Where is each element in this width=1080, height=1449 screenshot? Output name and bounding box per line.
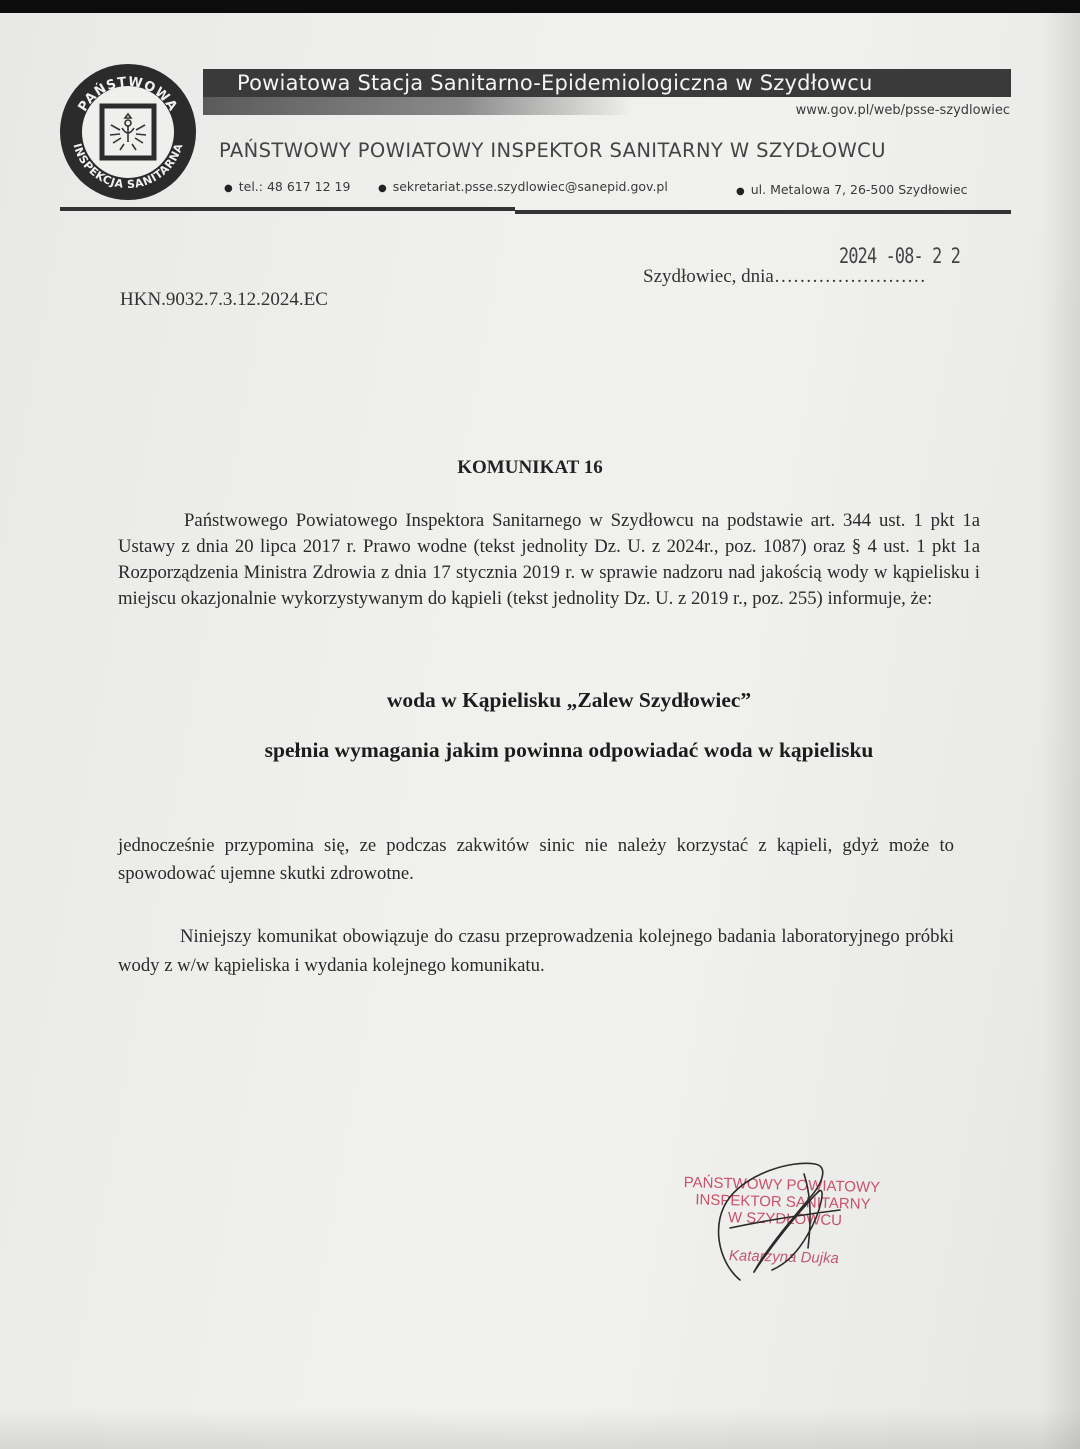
stamp-line3: W SZYDŁOWCU: [727, 1209, 843, 1230]
band-gradient-decoration: [203, 97, 633, 115]
reference-number: HKN.9032.7.3.12.2024.EC: [120, 289, 328, 310]
seal-text-top: PAŃSTWOWA: [75, 74, 181, 115]
contact-address: ● ul. Metalowa 7, 26-500 Szydłowiec: [736, 182, 968, 197]
org-name-band: [203, 69, 1011, 97]
bullet-icon: ●: [224, 183, 233, 194]
inspection-seal-logo: [58, 62, 198, 202]
document-heading: KOMUNIKAT 16: [457, 457, 603, 478]
water-statement-line2: spełnia wymagania jakim powinna odpowiadać woda w kąpielisku: [264, 738, 874, 762]
date-stamp: 2024 -08- 2 2: [839, 244, 961, 268]
inspector-title: PAŃSTWOWY POWIATOWY INSPEKTOR SANITARNY W SZYDŁOWCU: [219, 139, 886, 162]
paragraph-reminder: jednocześnie przypomina się, ze podczas zakwitów sinic nie należy korzystać z kąpieli, gdyż może to spowodować ujemne skutki zdrowotne.: [118, 835, 954, 884]
contact-email[interactable]: ● sekretariat.psse.szydlowiec@sanepid.gov.pl: [378, 179, 668, 194]
stamp-name: Katarzyna Dujka: [728, 1247, 840, 1268]
header-rule-right: [515, 210, 1011, 214]
seal-text-bottom: INSPEKCJA SANITARNA: [70, 141, 186, 192]
bullet-icon: ●: [378, 183, 387, 194]
paragraph-legal-basis: Państwowego Powiatowego Inspektora Sanitarnego w Szydłowcu na podstawie art. 344 ust. 1 pkt 1a Ustawy z dnia 20 lipca 2017 r. Prawo wodne (tekst jednolity Dz. U. z 2024r., poz. 1087) oraz § 4 ust. 1 pkt 1a Rozporządzenia Ministra Zdrowia z dnia 17 stycznia 2019 r. w sprawie nadzoru nad jakością wody w kąpielisku i miejscu okazjonalnie wykorzystywanym do kąpieli (tekst jednolity Dz. U. z 2019 r., poz. 255) informuje, że:: [118, 510, 980, 609]
header-rule-left: [60, 207, 515, 211]
stamp-line2: INSPEKTOR SANITARNY: [695, 1191, 871, 1213]
paragraph-validity: Niniejszy komunikat obowiązuje do czasu przeprowadzenia kolejnego badania laboratoryjnego próbki wody z w/w kąpieliska i wydania kolejnego komunikatu.: [118, 926, 954, 976]
org-name: Powiatowa Stacja Sanitarno-Epidemiologiczna w Szydłowcu: [237, 71, 873, 95]
handwritten-signature: [700, 1152, 880, 1292]
date-line: Szydłowiec, dnia……………………: [643, 266, 926, 287]
stamp-line1: PAŃSTWOWY POWIATOWY: [683, 1174, 881, 1197]
page-shadow-right: [1042, 13, 1080, 1449]
contact-phone: ● tel.: 48 617 12 19: [224, 179, 351, 194]
bullet-icon: ●: [736, 186, 745, 197]
page-shadow-bottom: [0, 1409, 1080, 1449]
top-black-bar: [0, 0, 1080, 13]
paper-sheet: [0, 13, 1080, 1449]
water-statement-line1: woda w Kąpielisku „Zalew Szydłowiec”: [386, 688, 752, 712]
website-link[interactable]: www.gov.pl/web/psse-szydlowiec: [795, 103, 1010, 118]
